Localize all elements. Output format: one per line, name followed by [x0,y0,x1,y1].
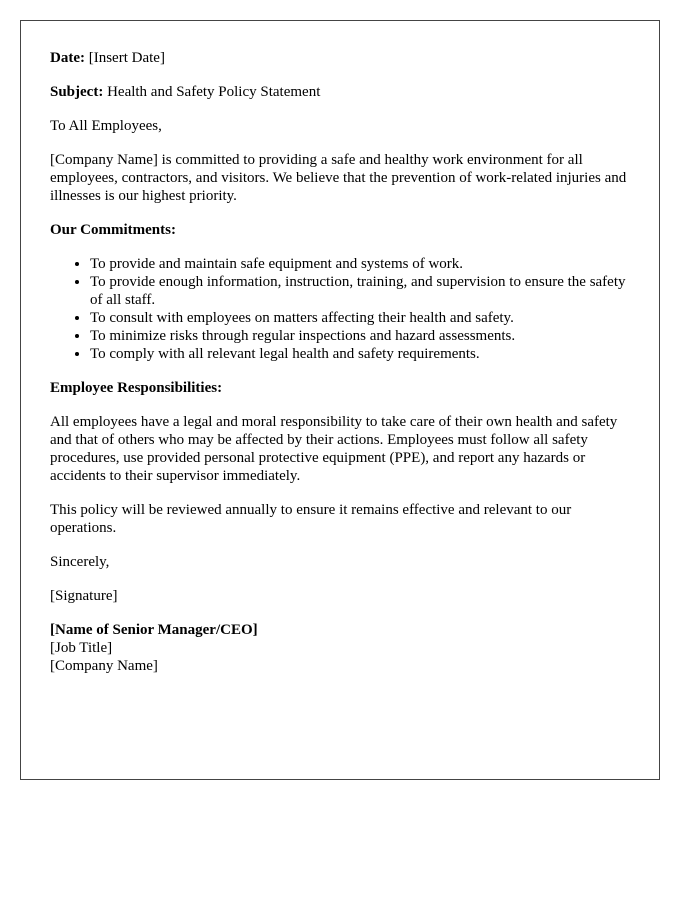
date-label: Date: [50,50,85,66]
responsibilities-heading: Employee Responsibilities: [50,380,223,396]
commitment-item: • To minimize risks through regular inspections and hazard assessments. [90,327,630,345]
greeting: To All Employees, [50,118,162,134]
commitments-heading: Our Commitments: [50,222,176,238]
commitment-item: • To provide enough information, instruction, training, and supervision to ensure the safety of all staff. [90,273,630,309]
commitments-list [50,255,630,363]
subject-value: Health and Safety Policy Statement [107,84,321,100]
commitment-item: • To provide and maintain safe equipment and systems of work. [90,255,630,273]
subject-label: Subject: [50,84,104,100]
signer-company: [Company Name] [50,658,158,674]
date-value: [Insert Date] [88,50,165,66]
subject-line [50,83,630,101]
letter-content [50,49,630,675]
signer-title: [Job Title] [50,640,113,656]
responsibilities-paragraph: All employees have a legal and moral responsibility to take care of their own health and safety and that of others who may be affected by their actions. Employees must follow all safety procedures, use provided personal protective equipment (PPE), and report any hazards or accidents to their supervisor immediately. [50,414,618,484]
intro-paragraph: [Company Name] is committed to providing a safe and healthy work environment for all employees, contractors, and visitors. We believe that the prevention of work-related injuries and illnesses is our highest priority. [50,152,627,204]
letter-frame [20,20,660,780]
commitment-item: • To comply with all relevant legal health and safety requirements. [90,345,630,363]
signer-name: [Name of Senior Manager/CEO] [50,622,258,638]
signature-placeholder: [Signature] [50,588,118,604]
commitment-item: • To consult with employees on matters affecting their health and safety. [90,309,630,327]
review-paragraph: This policy will be reviewed annually to ensure it remains effective and relevant to our operations. [50,502,572,536]
signature-block [50,621,630,675]
date-line [50,49,630,67]
closing: Sincerely, [50,554,110,570]
